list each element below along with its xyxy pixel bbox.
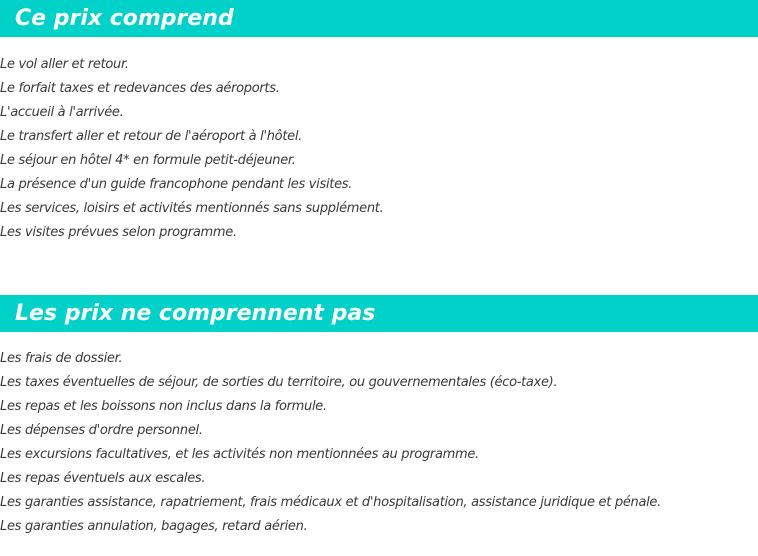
list-item: Le séjour en hôtel 4* en formule petit-déjeuner. xyxy=(0,153,296,168)
list-item: Les garanties assistance, rapatriement, frais médicaux et d'hospitalisation, assistance juridique et pénale. xyxy=(0,495,661,510)
included-list xyxy=(0,53,758,245)
list-item: Les frais de dossier. xyxy=(0,351,123,366)
list-item: L'accueil à l'arrivée. xyxy=(0,105,124,120)
included-heading: Ce prix comprend xyxy=(0,0,758,37)
list-item: Le vol aller et retour. xyxy=(0,57,129,72)
list-item: Les repas et les boissons non inclus dans la formule. xyxy=(0,399,327,414)
list-item: Les visites prévues selon programme. xyxy=(0,225,237,240)
list-item: Les dépenses d'ordre personnel. xyxy=(0,423,203,438)
included-section xyxy=(0,0,758,245)
excluded-section xyxy=(0,295,758,539)
list-item: Les services, loisirs et activités mentionnés sans supplément. xyxy=(0,201,384,216)
excluded-heading: Les prix ne comprennent pas xyxy=(0,295,758,332)
excluded-list xyxy=(0,347,758,539)
list-item: Les repas éventuels aux escales. xyxy=(0,471,206,486)
list-item: La présence d'un guide francophone pendant les visites. xyxy=(0,177,353,192)
list-item: Les excursions facultatives, et les activités non mentionnées au programme. xyxy=(0,447,479,462)
list-item: Le transfert aller et retour de l'aéroport à l'hôtel. xyxy=(0,129,302,144)
list-item: Les garanties annulation, bagages, retard aérien. xyxy=(0,519,308,534)
list-item: Les taxes éventuelles de séjour, de sorties du territoire, ou gouvernementales (éco-taxe). xyxy=(0,375,558,390)
list-item: Le forfait taxes et redevances des aéroports. xyxy=(0,81,280,96)
